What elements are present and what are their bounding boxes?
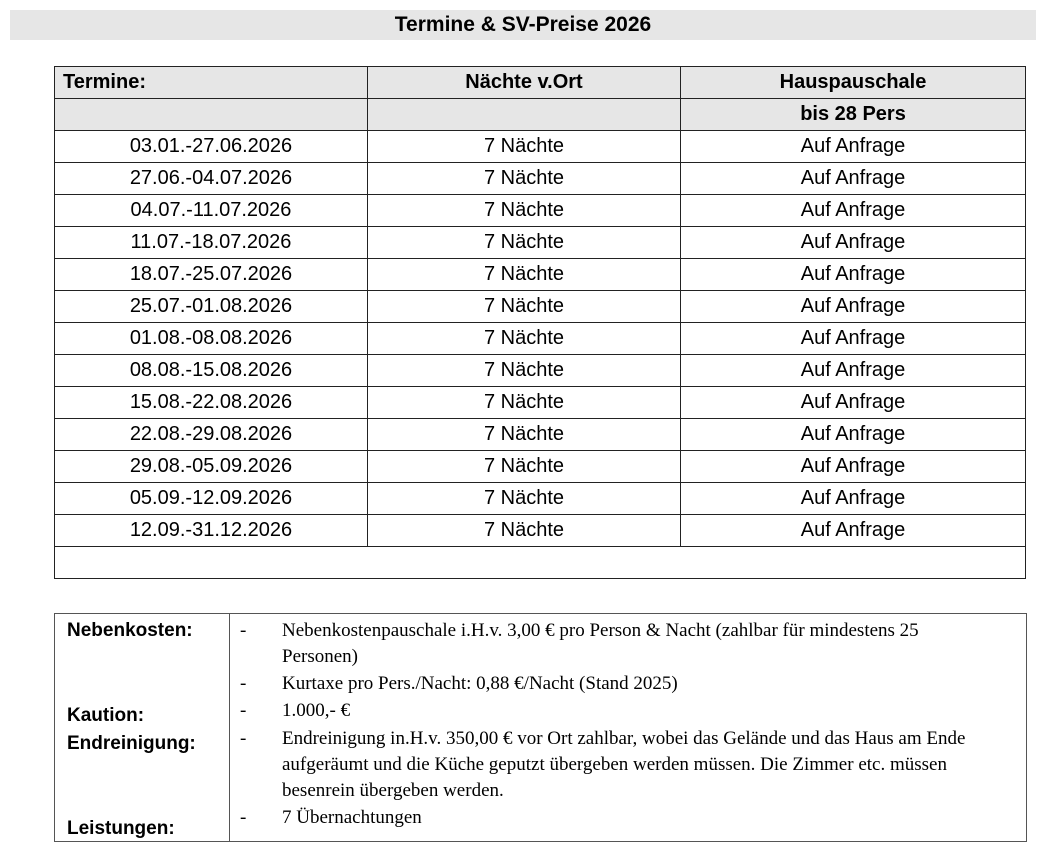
cell-price: Auf Anfrage (681, 323, 1026, 355)
cell-dates: 04.07.-11.07.2026 (55, 195, 368, 227)
cell-price: Auf Anfrage (681, 419, 1026, 451)
table-row (55, 131, 1026, 163)
table-subheader-row (55, 99, 1026, 131)
label-leistungen: Leistungen: (67, 818, 175, 839)
cell-dates: 11.07.-18.07.2026 (55, 227, 368, 259)
cell-nights: 7 Nächte (368, 259, 681, 291)
cell-price: Auf Anfrage (681, 291, 1026, 323)
table-row (55, 515, 1026, 547)
costs-labels (55, 614, 230, 841)
cell-price: Auf Anfrage (681, 483, 1026, 515)
label-endreinigung: Endreinigung: (67, 733, 196, 754)
cell-nights: 7 Nächte (368, 483, 681, 515)
cell-nights: 7 Nächte (368, 355, 681, 387)
cell-price: Auf Anfrage (681, 515, 1026, 547)
table-row (55, 419, 1026, 451)
list-item-kaution (240, 698, 982, 724)
cell-nights: 7 Nächte (368, 419, 681, 451)
subheader-empty-2 (368, 99, 681, 131)
table-body (55, 131, 1026, 547)
list-item-nebenkosten-2 (240, 671, 982, 697)
cell-dates: 01.08.-08.08.2026 (55, 323, 368, 355)
costs-details (230, 614, 1026, 841)
bullet-dash: - (240, 700, 247, 721)
subheader-empty-1 (55, 99, 368, 131)
cell-dates: 22.08.-29.08.2026 (55, 419, 368, 451)
costs-box (54, 613, 1027, 842)
table-row (55, 387, 1026, 419)
table-row (55, 291, 1026, 323)
cell-dates: 15.08.-22.08.2026 (55, 387, 368, 419)
table-header-row (55, 67, 1026, 99)
cell-price: Auf Anfrage (681, 195, 1026, 227)
bullet-dash: - (240, 620, 247, 641)
cell-nights: 7 Nächte (368, 195, 681, 227)
cell-price: Auf Anfrage (681, 387, 1026, 419)
text-nebenkosten-1: Nebenkostenpauschale i.H.v. 3,00 € pro Person & Nacht (zahlbar für mindestens 25 Personen) (282, 620, 919, 667)
text-kaution: 1.000,- € (282, 700, 351, 721)
cell-dates: 12.09.-31.12.2026 (55, 515, 368, 547)
table-row (55, 355, 1026, 387)
cell-price: Auf Anfrage (681, 259, 1026, 291)
table-row (55, 259, 1026, 291)
empty-cell (55, 547, 1026, 579)
table-row (55, 163, 1026, 195)
cell-price: Auf Anfrage (681, 451, 1026, 483)
text-endreinigung: Endreinigung in.H.v. 350,00 € vor Ort zahlbar, wobei das Gelände und das Haus am Ende aufgeräumt und die Küche geputzt übergeben werden müssen. Die Zimmer etc. müssen besenrein übergeben werden. (282, 728, 966, 801)
page-title: Termine & SV-Preise 2026 (10, 10, 1036, 40)
cell-nights: 7 Nächte (368, 451, 681, 483)
cell-dates: 08.08.-15.08.2026 (55, 355, 368, 387)
dates-table (54, 66, 1026, 579)
bullet-dash: - (240, 673, 247, 694)
cell-price: Auf Anfrage (681, 227, 1026, 259)
text-leistungen: 7 Übernachtungen (282, 807, 422, 828)
list-item-nebenkosten-1 (240, 618, 982, 670)
cell-dates: 18.07.-25.07.2026 (55, 259, 368, 291)
label-kaution: Kaution: (67, 705, 145, 726)
table-row (55, 323, 1026, 355)
cell-price: Auf Anfrage (681, 131, 1026, 163)
list-item-leistungen (240, 805, 982, 831)
header-persons: bis 28 Pers (681, 99, 1026, 131)
table-row (55, 483, 1026, 515)
header-hauspauschale: Hauspauschale (681, 67, 1026, 99)
cell-nights: 7 Nächte (368, 387, 681, 419)
bullet-dash: - (240, 807, 247, 828)
cell-dates: 05.09.-12.09.2026 (55, 483, 368, 515)
table-row (55, 195, 1026, 227)
label-nebenkosten: Nebenkosten: (67, 620, 193, 641)
cell-nights: 7 Nächte (368, 291, 681, 323)
table-row (55, 227, 1026, 259)
list-item-endreinigung (240, 726, 982, 804)
cell-price: Auf Anfrage (681, 355, 1026, 387)
cell-nights: 7 Nächte (368, 515, 681, 547)
cell-dates: 25.07.-01.08.2026 (55, 291, 368, 323)
header-naechte: Nächte v.Ort (368, 67, 681, 99)
cell-dates: 27.06.-04.07.2026 (55, 163, 368, 195)
cell-dates: 03.01.-27.06.2026 (55, 131, 368, 163)
cell-price: Auf Anfrage (681, 163, 1026, 195)
cell-nights: 7 Nächte (368, 131, 681, 163)
cell-nights: 7 Nächte (368, 163, 681, 195)
cell-nights: 7 Nächte (368, 323, 681, 355)
cell-nights: 7 Nächte (368, 227, 681, 259)
bullet-dash: - (240, 728, 247, 749)
header-termine: Termine: (55, 67, 368, 99)
text-nebenkosten-2: Kurtaxe pro Pers./Nacht: 0,88 €/Nacht (Stand 2025) (282, 673, 678, 694)
table-row (55, 451, 1026, 483)
cell-dates: 29.08.-05.09.2026 (55, 451, 368, 483)
table-empty-row (55, 547, 1026, 579)
